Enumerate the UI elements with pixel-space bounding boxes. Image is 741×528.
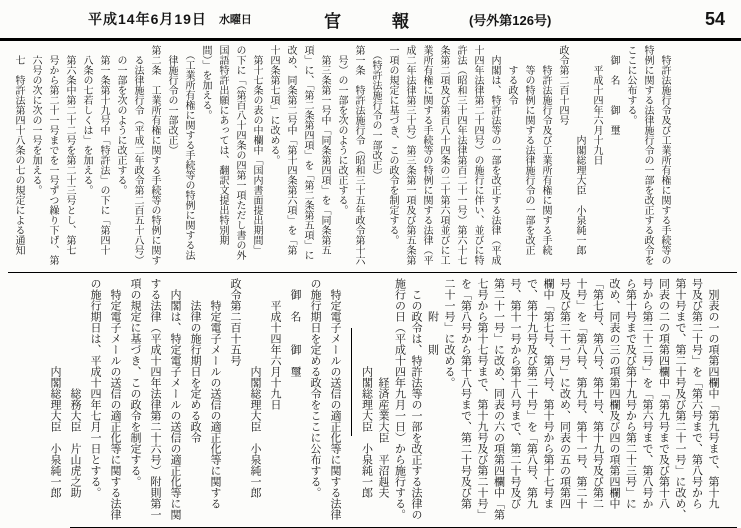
text-column: 第三条第一号中「同条第四項」を「同条第五 xyxy=(319,45,330,255)
text-column: 内閣総理大臣 小泉純一郎 xyxy=(249,278,261,498)
text-column: 御 名 御 璽 xyxy=(289,278,301,377)
text-column: 号、第十一号から第十八号まで、第二十号及び xyxy=(509,278,521,509)
top-half-text xyxy=(0,41,695,272)
text-column: 六号の次に次の一号を加える。 xyxy=(30,45,41,195)
text-column: 欄中「第七号、第八号、第十号から第十七号ま xyxy=(542,278,554,509)
page-number: 54 xyxy=(704,8,725,29)
text-column: （工業所有権に関する手続等の特例に関する法 xyxy=(183,45,194,260)
text-column: 改め、同条第二号中「第十四条第六項」を「第 xyxy=(285,45,296,255)
text-column: る法律施行令（平成二年政令第二百五十八号） xyxy=(132,45,143,265)
text-column: 内閣総理大臣 小泉純一郎 xyxy=(574,45,585,255)
decree-215-section xyxy=(45,278,345,522)
header-date: 平成14年6月19日 xyxy=(88,11,207,27)
text-column: 改め、同表の三の項第四欄及び四の項第四欄中 xyxy=(608,278,620,509)
text-column: 等の特例に関する法律施行令の一部を改正 xyxy=(523,45,534,255)
text-column: 項」に、「第二条第四項」を「第二条第五項」に xyxy=(302,45,313,260)
text-column: （特許法施行令の一部改正） xyxy=(370,45,381,180)
text-column: 附 則 xyxy=(426,278,439,355)
text-column: 律施行令の一部改正） xyxy=(166,45,177,155)
text-column: の施行期日は、平成十四年七月一日とする。 xyxy=(89,278,101,498)
text-column: 内閣は、特定電子メールの送信の適正化等に関 xyxy=(169,278,181,520)
text-column: する政令 xyxy=(506,45,517,105)
text-column: 第一条 特許法施行令（昭和三十五年政令第十六 xyxy=(353,45,364,265)
text-column: 内閣総理大臣 小泉純一郎 xyxy=(360,278,373,498)
text-column: 号から第二十一号までを一号ずつ繰り下げ、第 xyxy=(47,45,58,265)
text-column: 項の規定に基づき、この政令を制定する。 xyxy=(129,278,141,487)
text-column: 御 名 御 璽 xyxy=(608,45,619,135)
text-column: 平成十四年六月十九日 xyxy=(591,45,602,165)
issue-number: (号外第126号) xyxy=(468,12,552,28)
text-column: 政令第二百十五号 xyxy=(229,278,241,366)
text-column: 別表の一の項第四欄中「第九号まで、第十九 xyxy=(707,278,719,509)
text-column: 八条の七若しくは」を加える。 xyxy=(81,45,92,195)
text-column: 「第七号、第八号、第十号、第十九号及び第二 xyxy=(591,278,604,509)
text-column: 特定電子メールの送信の適正化等に関する法律 xyxy=(329,278,341,520)
text-column: 号）の一部を次のように改正する。 xyxy=(336,45,347,215)
text-column: 特定電子メールの送信の適正化等に関する xyxy=(209,278,221,509)
text-column: 十四条第七項」に改める。 xyxy=(268,45,279,165)
text-column: ら第十号まで及び第十九号から第二十三号」に xyxy=(624,278,637,509)
text-column: 内閣総理大臣 小泉純一郎 xyxy=(49,278,61,498)
text-column: 国語特許出願にあっては、翻訳文提出特別期 xyxy=(217,45,228,245)
text-column: 一項の規定に基づき、この政令を制定する。 xyxy=(387,45,398,245)
text-column: 第六条中第二十二号を第二十三号とし、第七 xyxy=(64,45,75,255)
text-column: 十号」を「第八号、第九号、第十一号、第二十 xyxy=(575,278,587,509)
text-column: 経済産業大臣 平沼赳夫 xyxy=(377,278,389,498)
text-column: の下に「（第百八十四条の四第一項ただし書の外 xyxy=(234,45,245,260)
text-column: 平成十四年六月十九日 xyxy=(269,278,281,410)
text-column: 七号から第十七号まで、第十九号及び第二十号」 xyxy=(476,278,488,520)
text-column: 第二十一号」に改め、同表の六の項第四欄中「第 xyxy=(492,278,505,520)
text-column: 同表の二の項第四欄中「第九号まで及び第十八 xyxy=(657,278,670,509)
text-column: 特定電子メールの送信の適正化等に関する法律 xyxy=(109,278,121,520)
page-header xyxy=(0,0,741,41)
masthead-title: 官 報 xyxy=(323,11,409,31)
text-column: 第一条第十九号中「特許法」の下に「第四十 xyxy=(98,45,109,255)
text-column: 内閣は、特許法等の一部を改正する法律（平成 xyxy=(489,45,500,265)
text-column: 成二年法律第三十号）第三条第一項及び第五条第 xyxy=(404,45,415,265)
text-column: 政令第二百十四号 xyxy=(557,45,568,125)
text-column: 法律の施行期日を定める政令 xyxy=(189,278,201,443)
text-column: 条第二項及び第百八十四条の二十第六項並びに工 xyxy=(438,45,449,265)
text-column: 特許法施行令及び工業所有権に関する手続 xyxy=(540,45,551,255)
header-weekday: 水曜日 xyxy=(218,14,252,26)
text-column: この政令は、特許法等の一部を改正する法律の xyxy=(410,278,422,520)
text-column: 間）」を加える。 xyxy=(200,45,211,120)
text-column: の施行期日を定める政令をここに公布する。 xyxy=(309,278,321,498)
text-column: を「第八号から第十八号まで、第二十号及び第 xyxy=(459,278,472,509)
text-column: 特例に関する法律施行令の一部を改正する政令を xyxy=(642,45,653,265)
text-column: 号から第二十二号」を「第六号まで、第八号か xyxy=(641,278,653,509)
bottom-half-text xyxy=(0,273,741,527)
decree-214-continuation xyxy=(358,278,721,522)
text-column: 第十号まで、第二十号及び第二十一号」に改め、 xyxy=(674,278,686,520)
text-column: 七 特許法第四十八条の七の規定による通知 xyxy=(13,45,24,255)
text-column: 十四年法律第二十四号）の施行に伴い、並びに特 xyxy=(472,45,483,265)
text-column: 第十七条の表の中欄中「国内書面提出期間」 xyxy=(251,45,262,255)
text-column: 業所有権に関する手続等の特例に関する法律（平 xyxy=(421,45,432,265)
text-column: 特許法施行令及び工業所有権に関する手続等の xyxy=(659,45,670,265)
text-column: ここに公布する。 xyxy=(625,45,636,125)
text-column: 施行の日（平成十四年九月一日）から施行する。 xyxy=(393,278,406,520)
text-column: 許法（昭和三十四年法律第百二十一号）第六十七 xyxy=(455,45,466,265)
text-column: 号及び第二十号」を「第六号まで、第八号から xyxy=(690,278,703,509)
text-column: 号及び第二十一号」に改め、同表の五の項第四 xyxy=(558,278,571,509)
text-column: する法律（平成十四年法律第二十六号）附則第一 xyxy=(149,278,161,520)
text-column: の一部を次のように改正する。 xyxy=(115,45,126,195)
section-divider-line xyxy=(351,328,352,436)
text-column: で、第十九号及び第二十号」を「第八号、第九 xyxy=(525,278,538,509)
text-column: 二十一号」に改める。 xyxy=(443,278,455,388)
text-column: 総務大臣 片山虎之助 xyxy=(69,278,81,498)
text-column: 第二条 工業所有権に関する手続等の特例に関す xyxy=(149,45,160,265)
